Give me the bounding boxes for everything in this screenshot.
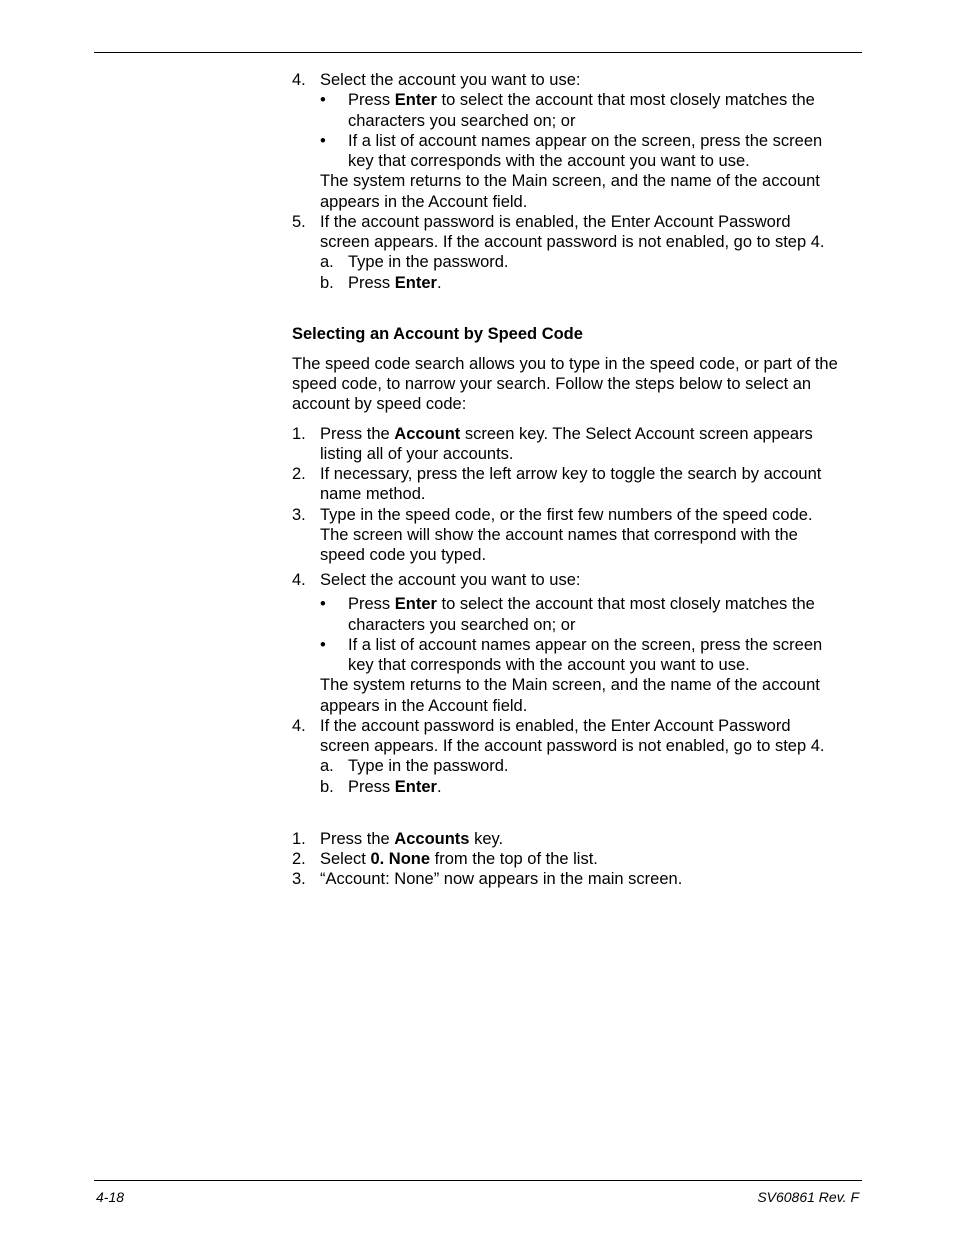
substep-mark: b. [320,778,334,796]
step-number: 3. [292,506,306,524]
substep-mark: a. [320,757,334,775]
substep-text: Type in the password. [348,757,509,775]
step-text-cont: screen appears. If the account password is not enabled, go to step 4. [320,233,825,251]
step-result: The system returns to the Main screen, and the name of the account [320,676,820,694]
bullet-text: If a list of account names appear on the screen, press the screen [348,132,823,150]
section-heading: Selecting an Account by Speed Code [292,325,583,343]
step-number: 2. [292,465,306,483]
step-text: Press the Accounts key. [320,830,504,848]
step-text: If necessary, press the left arrow key to toggle the search by account [320,465,822,483]
step-text-cont: name method. [320,485,426,503]
bullet-text-cont: key that corresponds with the account you want to use. [348,152,750,170]
step-text: Select the account you want to use: [320,571,581,589]
bullet-mark: • [320,636,326,654]
bullet-mark: • [320,595,326,613]
step-text-cont: listing all of your accounts. [320,445,514,463]
step-result: The system returns to the Main screen, and the name of the account [320,172,820,190]
bullet-text-cont: characters you searched on; or [348,112,576,130]
bullet-text-cont: key that corresponds with the account you want to use. [348,656,750,674]
header-rule [94,52,862,53]
step-text-cont: speed code you typed. [320,546,487,564]
bullet-text: Press Enter to select the account that most closely matches the [348,595,815,613]
step-number: 2. [292,850,306,868]
step-text: If the account password is enabled, the Enter Account Password [320,717,791,735]
step-number: 1. [292,425,306,443]
footer-rule [94,1180,862,1181]
step-number: 5. [292,213,306,231]
step-text: Select the account you want to use: [320,71,581,89]
bullet-text-cont: characters you searched on; or [348,616,576,634]
step-number: 4. [292,571,306,589]
step-text-cont: screen appears. If the account password is not enabled, go to step 4. [320,737,825,755]
step-text-cont: The screen will show the account names that correspond with the [320,526,798,544]
substep-mark: b. [320,274,334,292]
page-number: 4-18 [96,1189,125,1205]
intro-line: account by speed code: [292,395,467,413]
bullet-text: Press Enter to select the account that most closely matches the [348,91,815,109]
step-text: Press the Account screen key. The Select Account screen appears [320,425,813,443]
substep-text: Press Enter. [348,778,442,796]
step-text: Type in the speed code, or the first few numbers of the speed code. [320,506,813,524]
intro-line: speed code, to narrow your search. Follow the steps below to select an [292,375,812,393]
step-result-cont: appears in the Account field. [320,697,528,715]
step-result-cont: appears in the Account field. [320,193,528,211]
step-text: Select 0. None from the top of the list. [320,850,598,868]
step-number: 4. [292,717,306,735]
bullet-text: If a list of account names appear on the screen, press the screen [348,636,823,654]
step-text: “Account: None” now appears in the main screen. [320,870,683,888]
substep-mark: a. [320,253,334,271]
step-text: If the account password is enabled, the Enter Account Password [320,213,791,231]
bullet-mark: • [320,91,326,109]
bullet-mark: • [320,132,326,150]
step-number: 3. [292,870,306,888]
step-number: 1. [292,830,306,848]
substep-text: Press Enter. [348,274,442,292]
intro-line: The speed code search allows you to type in the speed code, or part of the [292,355,838,373]
document-id: SV60861 Rev. F [757,1189,859,1205]
substep-text: Type in the password. [348,253,509,271]
step-number: 4. [292,71,306,89]
